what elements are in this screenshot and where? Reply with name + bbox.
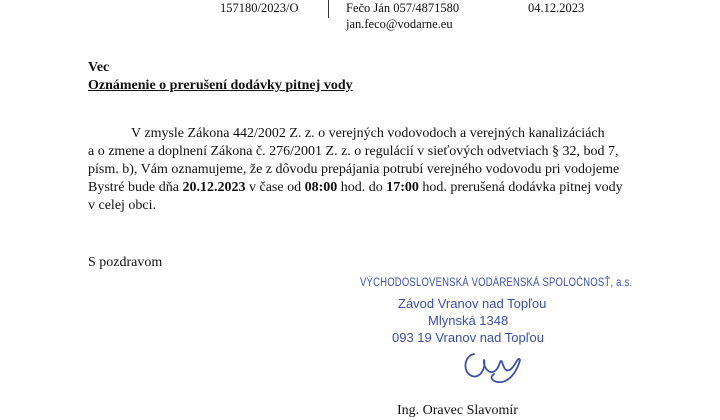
outage-date: 20.12.2023	[182, 180, 246, 195]
outage-time-from: 08:00	[304, 180, 338, 195]
body-line-1: V zmysle Zákona 442/2002 Z. z. o verejných vodovodoch a verejných kanalizáciách	[131, 126, 605, 141]
body-line-4-mid1: v čase od	[245, 180, 305, 195]
signer-name: Ing. Oravec Slavomír	[397, 403, 518, 418]
closing-greeting: S pozdravom	[88, 255, 163, 270]
subject-label: Vec	[88, 60, 110, 75]
reference-number: 157180/2023/O	[220, 1, 299, 15]
stamp-company-name: VÝCHODOSLOVENSKÁ VODÁRENSKÁ SPOLOČNOSŤ, a.s.	[360, 276, 633, 290]
contact-name-phone: Fečo Ján 057/4871580	[346, 1, 460, 15]
body-line-3: písm. b), Vám oznamujeme, že z dôvodu prepájania potrubí verejného vodovodu pri vodojeme	[88, 162, 620, 177]
body-line-4-suffix: hod. prerušená dodávka pitnej vody	[418, 180, 623, 195]
body-line-4-mid2: hod. do	[337, 180, 387, 195]
outage-time-to: 17:00	[386, 180, 419, 195]
body-line-5: v celej obci.	[88, 198, 157, 213]
body-line-4-prefix: Bystré bude dňa	[88, 180, 183, 195]
header-divider	[328, 0, 329, 18]
stamp-branch: Závod Vranov nad Topľou	[398, 296, 547, 311]
stamp-city: 093 19 Vranov nad Topľou	[392, 330, 544, 345]
signature-icon	[460, 346, 530, 386]
company-stamp	[360, 276, 633, 386]
contact-email: jan.feco@vodarne.eu	[346, 17, 453, 31]
body-line-2: a o zmene a doplnení Zákona č. 276/2001 Z. z. o regulácií v sieťových odvetviach § 32, bod 7,	[88, 144, 619, 159]
stamp-street: Mlynská 1348	[428, 313, 509, 328]
subject-title: Oznámenie o prerušení dodávky pitnej vody	[88, 78, 353, 93]
body-line-4	[88, 179, 623, 198]
letter-date: 04.12.2023	[528, 1, 585, 15]
